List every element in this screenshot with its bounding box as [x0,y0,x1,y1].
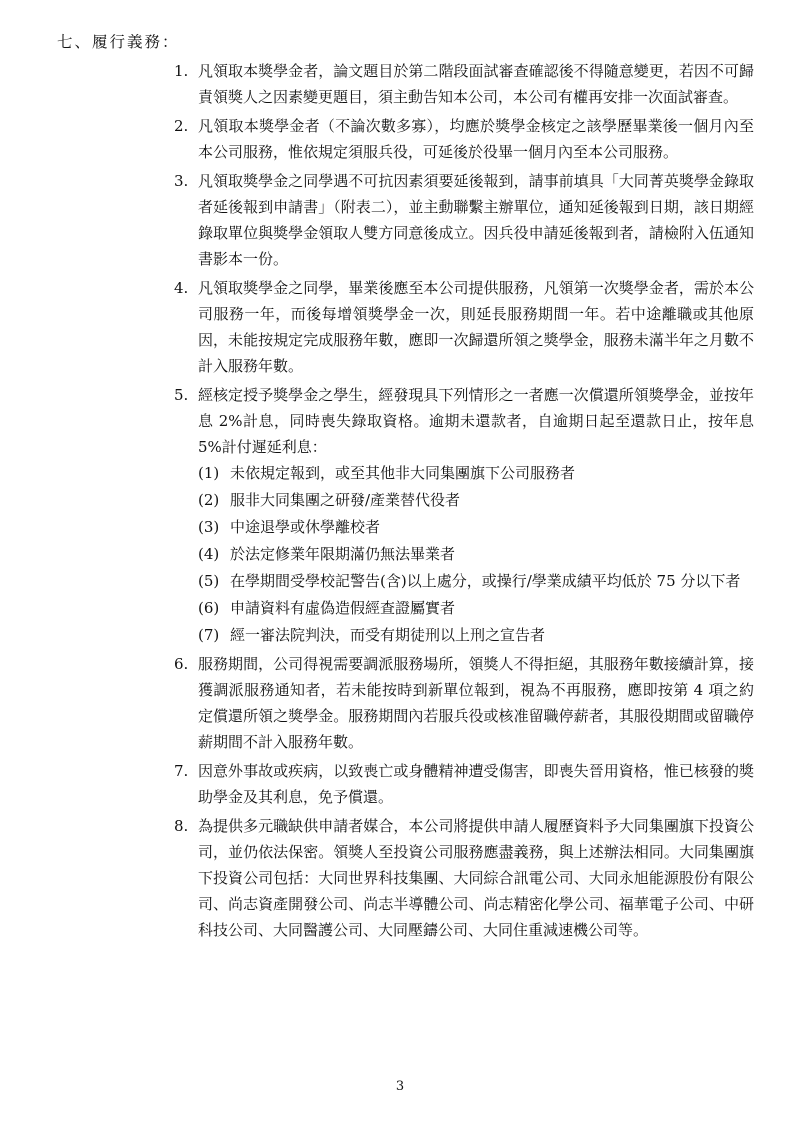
sub-item-number: (2) [198,491,220,509]
sub-item-text: 未依規定報到，或至其他非大同集團旗下公司服務者 [230,464,576,482]
item-text: 因意外事故或疾病，以致喪亡或身體精神遭受傷害，即喪失晉用資格，惟已核發的獎助學金及其利息，免予償還。 [198,762,754,806]
item-number: 6. [174,655,189,673]
list-item [174,758,754,810]
list-item [174,58,754,110]
sub-item-text: 在學期間受學校記警告(含)以上處分，或操行/學業成績平均低於 75 分以下者 [230,572,741,590]
item-text: 服務期間，公司得視需要調派服務場所，領獎人不得拒絕，其服務年數接續計算，接獲調派服務通知者，若未能按時到新單位報到，視為不再服務，應即按第 4 項之約定償還所領之獎學金。服務期間內若服兵役或核准留職停薪者，其服役期間或留職停薪期間不計入服務年數。 [198,655,754,751]
sub-item-number: (7) [198,626,220,644]
sub-list-item [198,622,754,648]
item-number: 5. [174,386,189,404]
page-number: 3 [395,1079,405,1094]
item-text: 凡領取獎學金之同學，畢業後應至本公司提供服務，凡領第一次獎學金者，需於本公司服務一年，而後每增領獎學金一次，則延長服務期間一年。若中途離職或其他原因，未能按規定完成服務年數，應即一次歸還所領之獎學金，服務未滿半年之月數不計入服務年數。 [198,279,754,375]
item-number: 3. [174,172,189,190]
list-item [174,275,754,379]
sub-list [198,460,754,648]
sub-item-number: (6) [198,599,220,617]
item-text: 為提供多元職缺供申請者媒合，本公司將提供申請人履歷資料予大同集團旗下投資公司，並仍依法保密。領獎人至投資公司服務應盡義務，與上述辦法相同。大同集團旗下投資公司包括：大同世界科技集團、大同綜合訊電公司、大同永旭能源股份有限公司、尚志資產開發公司、尚志半導體公司、尚志精密化學公司、福華電子公司、中研科技公司、大同醫護公司、大同壓鑄公司、大同住重減速機公司等。 [198,817,754,939]
sub-item-text: 於法定修業年限期滿仍無法畢業者 [230,545,456,563]
list-item [174,813,754,943]
list-item [174,113,754,165]
sub-item-text: 中途退學或休學離校者 [230,518,381,536]
list-item [174,168,754,272]
sub-list-item [198,568,754,594]
item-number: 8. [174,817,189,835]
item-number: 4. [174,279,189,297]
sub-list-item [198,595,754,621]
sub-item-number: (3) [198,518,220,536]
sub-list-item [198,460,754,486]
sub-item-number: (5) [198,572,220,590]
sub-list-item [198,487,754,513]
sub-list-item [198,514,754,540]
sub-item-number: (4) [198,545,220,563]
sub-item-text: 經一審法院判決，而受有期徒刑以上刑之宣告者 [230,626,546,644]
list-item [174,651,754,755]
sub-item-number: (1) [198,464,220,482]
item-number: 2. [174,117,189,135]
item-text: 凡領取本獎學金者（不論次數多寡），均應於獎學金核定之該學歷畢業後一個月內至本公司服務，惟依規定須服兵役，可延後於役畢一個月內至本公司服務。 [198,117,754,161]
item-text: 凡領取獎學金之同學遇不可抗因素須要延後報到，請事前填具「大同菁英獎學金錄取者延後報到申請書」（附表二），並主動聯繫主辦單位，通知延後報到日期，該日期經錄取單位與獎學金領取人雙方同意後成立。因兵役申請延後報到者，請檢附入伍通知書影本一份。 [198,172,754,268]
sub-item-text: 申請資料有虛偽造假經查證屬實者 [230,599,456,617]
sub-list-item [198,541,754,567]
section-title: 七、履行義務： [57,33,180,51]
item-number: 1. [174,62,189,80]
item-text: 經核定授予獎學金之學生，經發現具下列情形之一者應一次償還所領獎學金，並按年息 2%計息，同時喪失錄取資格。逾期未還款者，自逾期日起至還款日止，按年息 5%計付遲延利息： [198,386,754,456]
sub-item-text: 服非大同集團之研發/產業替代役者 [230,491,461,509]
item-number: 7. [174,762,189,780]
obligations-list [174,58,754,946]
list-item [174,382,754,648]
item-text: 凡領取本獎學金者，論文題目於第二階段面試審查確認後不得隨意變更，若因不可歸責領獎人之因素變更題目，須主動告知本公司，本公司有權再安排一次面試審查。 [198,62,754,106]
